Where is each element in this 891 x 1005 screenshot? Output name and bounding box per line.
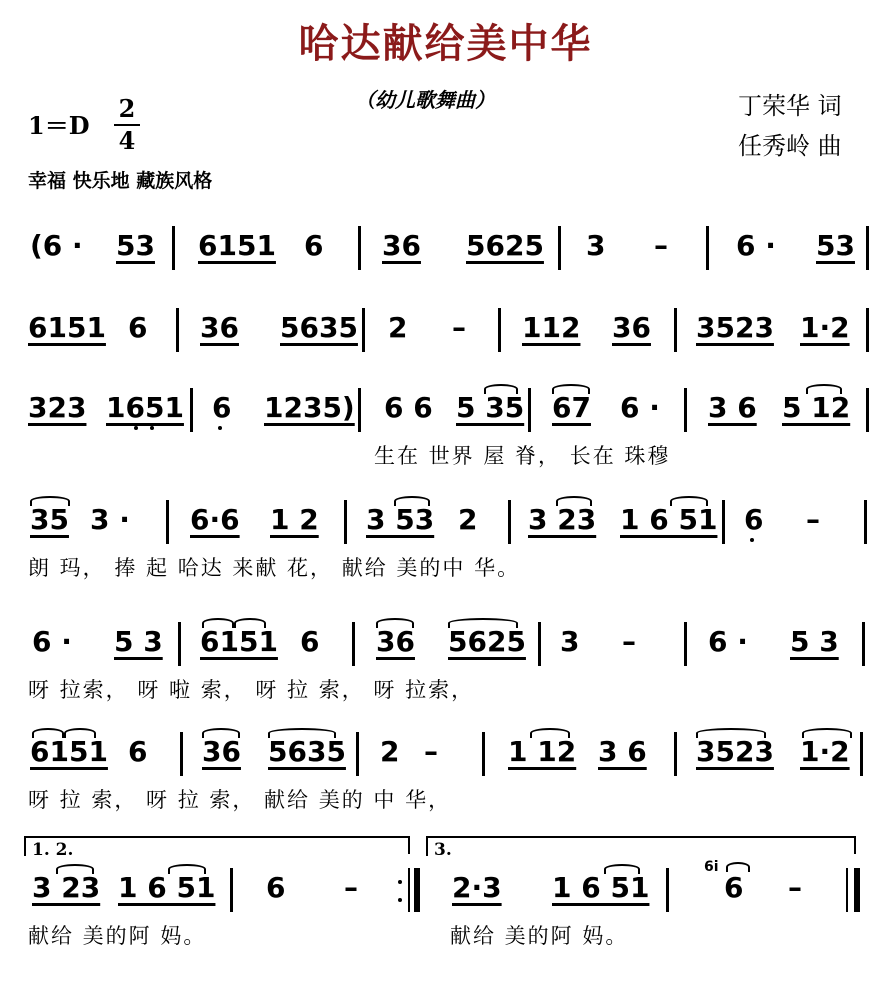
slur xyxy=(806,384,842,394)
note-group: 35 xyxy=(30,503,69,536)
slur xyxy=(376,618,414,628)
slur xyxy=(234,618,266,628)
final-barline xyxy=(846,868,848,912)
note-group: – xyxy=(806,503,820,536)
note-group: 53 xyxy=(116,229,155,262)
barline xyxy=(674,308,677,352)
note-group: – xyxy=(344,871,358,904)
note-group: 323 xyxy=(28,391,87,424)
note-group: 36 xyxy=(202,735,241,768)
barline xyxy=(528,388,531,432)
score-line-5 xyxy=(0,618,891,718)
note-group: 5 12 xyxy=(782,391,851,424)
low-octave-dot xyxy=(134,426,138,430)
note-group: 3 53 xyxy=(366,503,435,536)
barline xyxy=(864,500,867,544)
note-group: 36 xyxy=(612,311,651,344)
note-group: 5 3 xyxy=(790,625,839,658)
note-group: 6 xyxy=(212,391,232,424)
slur xyxy=(484,384,518,394)
song-subtitle: （幼儿歌舞曲） xyxy=(355,88,495,112)
barline xyxy=(862,622,865,666)
note-group: 6 · xyxy=(736,229,776,262)
barline xyxy=(358,226,361,270)
note-group: 6 xyxy=(744,503,764,536)
slur xyxy=(696,728,766,738)
note-group: 3 6 xyxy=(598,735,647,768)
note-group: 1·2 xyxy=(800,311,850,344)
note-group: 3 xyxy=(586,229,606,262)
barline xyxy=(178,622,181,666)
lyrics-line-7a: 献给 美的阿 妈。 xyxy=(28,924,207,948)
lyrics-line-7b: 献给 美的阿 妈。 xyxy=(450,924,629,948)
barline xyxy=(722,500,725,544)
note-group: 2 xyxy=(380,735,400,768)
note-group: 53 xyxy=(816,229,855,262)
note-group: – xyxy=(654,229,668,262)
note-group: 6·6 xyxy=(190,503,240,536)
note-group: 3 23 xyxy=(528,503,597,536)
note-group: 6 xyxy=(128,735,148,768)
slur xyxy=(802,728,852,738)
barline xyxy=(866,226,869,270)
low-octave-dot xyxy=(750,538,754,542)
note-group: – xyxy=(622,625,636,658)
barline xyxy=(684,388,687,432)
lyrics-line-4: 朗 玛， 捧 起 哈达 来献 花， 献给 美的中 华。 xyxy=(28,556,521,580)
barline xyxy=(176,308,179,352)
slur xyxy=(30,496,70,506)
barline xyxy=(180,732,183,776)
low-octave-dot xyxy=(150,426,154,430)
slur xyxy=(202,618,234,628)
note-group: 6 xyxy=(724,871,744,904)
note-group: 6 xyxy=(128,311,148,344)
slur xyxy=(448,618,518,628)
low-octave-dot xyxy=(218,426,222,430)
note-group: 6151 xyxy=(28,311,106,344)
note-group: 3523 xyxy=(696,311,774,344)
note-group: 3 xyxy=(560,625,580,658)
barline xyxy=(362,308,365,352)
barline xyxy=(684,622,687,666)
barline xyxy=(866,308,869,352)
note-group: 36 xyxy=(376,625,415,658)
note-group: 36 xyxy=(382,229,421,262)
slur xyxy=(604,864,640,874)
note-group: – xyxy=(452,311,466,344)
barline xyxy=(344,500,347,544)
lyrics-line-5: 呀 拉索， 呀 啦 索， 呀 拉 索， 呀 拉索， xyxy=(28,678,475,702)
volta-label-1: 1. 2. xyxy=(32,840,74,860)
slur xyxy=(202,728,240,738)
note-group: 5 3 xyxy=(114,625,163,658)
barline xyxy=(498,308,501,352)
note-group: 5 35 xyxy=(456,391,525,424)
slur xyxy=(64,728,96,738)
volta-end xyxy=(408,836,410,854)
barline xyxy=(166,500,169,544)
repeat-dot xyxy=(398,898,402,902)
slur xyxy=(670,496,708,506)
note-group: 1 12 xyxy=(508,735,577,768)
barline xyxy=(230,868,233,912)
note-group: 5625 xyxy=(466,229,544,262)
note-group: 1235) xyxy=(264,391,355,424)
key-signature: 1＝D xyxy=(28,111,90,140)
slur xyxy=(530,728,570,738)
lyricist: 丁荣华 词 xyxy=(738,92,842,120)
composer: 任秀岭 曲 xyxy=(738,132,842,160)
note-group: 1651 xyxy=(106,391,184,424)
note-group: 67 xyxy=(552,391,591,424)
note-group: 5625 xyxy=(448,625,526,658)
barline xyxy=(352,622,355,666)
barline xyxy=(508,500,511,544)
note-group: 6151 xyxy=(198,229,276,262)
barline xyxy=(172,226,175,270)
note-group: 3 6 xyxy=(708,391,757,424)
barline xyxy=(190,388,193,432)
barline xyxy=(538,622,541,666)
score-line-3 xyxy=(0,384,891,484)
barline xyxy=(860,732,863,776)
song-title: 哈达献给美中华 xyxy=(298,20,593,67)
barline xyxy=(674,732,677,776)
expression-mark: 幸福 快乐地 藏族风格 xyxy=(28,170,213,192)
score-line-4 xyxy=(0,496,891,596)
note-group: 3 · xyxy=(90,503,130,536)
note-group: 1 6 51 xyxy=(620,503,718,536)
slur xyxy=(32,728,64,738)
barline xyxy=(482,732,485,776)
fermata xyxy=(726,862,750,872)
note-group: 36 xyxy=(200,311,239,344)
note-group: – xyxy=(788,871,802,904)
slur xyxy=(56,864,94,874)
note-group: 2·3 xyxy=(452,871,502,904)
note-group: 2 xyxy=(458,503,478,536)
barline xyxy=(356,732,359,776)
slur xyxy=(394,496,430,506)
note-group: (6 · xyxy=(30,229,83,262)
grace-note: 6i xyxy=(704,859,719,875)
final-barline-thick xyxy=(854,868,860,912)
slur xyxy=(556,496,592,506)
note-group: 6 · xyxy=(708,625,748,658)
score-line-7 xyxy=(0,830,891,970)
note-group: 3523 xyxy=(696,735,774,768)
note-group: 3 23 xyxy=(32,871,101,904)
note-group: 6 6 xyxy=(384,391,433,424)
barline xyxy=(866,388,869,432)
repeat-barline xyxy=(408,868,410,912)
note-group: 1·2 xyxy=(800,735,850,768)
volta-end xyxy=(854,836,856,854)
note-group: – xyxy=(424,735,438,768)
barline xyxy=(706,226,709,270)
barline xyxy=(558,226,561,270)
note-group: 1 2 xyxy=(270,503,319,536)
note-group: 6 · xyxy=(620,391,660,424)
note-group: 6151 xyxy=(200,625,278,658)
slur xyxy=(552,384,590,394)
score-line-6 xyxy=(0,728,891,828)
note-group: 6 xyxy=(304,229,324,262)
note-group: 1 6 51 xyxy=(552,871,650,904)
note-group: 6 xyxy=(266,871,286,904)
note-group: 5635 xyxy=(268,735,346,768)
barline xyxy=(666,868,669,912)
lyrics-line-6: 呀 拉 索， 呀 拉 索， 献给 美的 中 华， xyxy=(28,788,452,812)
volta-label-2: 3. xyxy=(434,840,452,860)
note-group: 6151 xyxy=(30,735,108,768)
slur xyxy=(168,864,206,874)
volta-bracket-2 xyxy=(426,836,856,860)
note-group: 112 xyxy=(522,311,581,344)
note-group: 6 · xyxy=(32,625,72,658)
note-group: 6 xyxy=(300,625,320,658)
lyrics-line-3: 生在 世界 屋 脊， 长在 珠穆 xyxy=(374,444,671,468)
volta-bracket-1 xyxy=(24,836,410,860)
note-group: 5635 xyxy=(280,311,358,344)
note-group: 1 6 51 xyxy=(118,871,216,904)
time-signature-bottom: 4 xyxy=(118,126,136,155)
barline xyxy=(358,388,361,432)
repeat-barline-thick xyxy=(414,868,420,912)
time-signature-top: 2 xyxy=(118,94,136,123)
repeat-dot xyxy=(398,880,402,884)
slur xyxy=(268,728,336,738)
note-group: 2 xyxy=(388,311,408,344)
